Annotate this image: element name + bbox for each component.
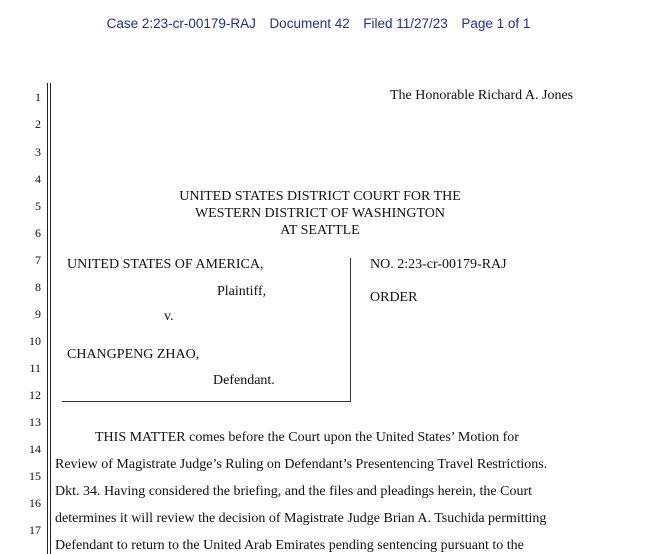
filed-date: Filed 11/27/23 — [363, 16, 448, 31]
case-number: NO. 2:23-cr-00179-RAJ — [370, 257, 507, 272]
line-number: 13 — [29, 415, 41, 429]
left-margin-rule-inner — [50, 83, 51, 554]
body-line: THIS MATTER comes before the Court upon the United States’ Motion for — [95, 430, 519, 445]
line-number: 2 — [35, 117, 41, 131]
line-number: 8 — [35, 280, 41, 294]
court-name-line2: WESTERN DISTRICT OF WASHINGTON — [194, 206, 446, 221]
page-indicator: Page 1 of 1 — [461, 16, 531, 31]
left-margin-rule-outer — [47, 83, 48, 554]
line-number: 9 — [35, 307, 41, 321]
body-line: Dkt. 34. Having considered the briefing, and the files and pleadings herein, the Court — [55, 484, 533, 499]
case-number-header: Case 2:23-cr-00179-RAJ — [106, 16, 256, 31]
line-number: 4 — [35, 172, 41, 186]
defendant-name: CHANGPENG ZHAO, — [67, 347, 200, 362]
plaintiff-role: Plaintiff, — [217, 284, 267, 299]
caption-divider-vertical — [350, 258, 351, 402]
line-number: 7 — [35, 253, 41, 267]
body-line: Defendant to return to the United Arab Emirates pending sentencing pursuant to the — [55, 538, 524, 553]
plaintiff-name: UNITED STATES OF AMERICA, — [67, 257, 264, 272]
line-number: 16 — [29, 496, 41, 510]
line-number: 15 — [29, 469, 41, 483]
line-number: 6 — [35, 226, 41, 240]
line-number: 5 — [35, 199, 41, 213]
document-number: Document 42 — [269, 16, 350, 31]
versus-label: v. — [164, 309, 174, 324]
body-line: determines it will review the decision of Magistrate Judge Brian A. Tsuchida permitting — [55, 511, 547, 526]
defendant-role: Defendant. — [213, 373, 275, 388]
line-number: 12 — [29, 388, 41, 402]
line-number: 1 — [35, 90, 41, 104]
body-line: Review of Magistrate Judge’s Ruling on Defendant’s Presentencing Travel Restrictions. — [55, 457, 548, 472]
line-number: 14 — [29, 442, 41, 456]
document-title: ORDER — [370, 290, 418, 305]
line-number: 11 — [29, 361, 41, 375]
judge-name: The Honorable Richard A. Jones — [390, 88, 574, 103]
line-number: 10 — [29, 334, 41, 348]
court-location: AT SEATTLE — [280, 223, 360, 238]
line-number: 3 — [35, 145, 41, 159]
filing-header — [0, 16, 637, 31]
caption-divider-horizontal — [62, 401, 351, 402]
line-number: 17 — [29, 523, 41, 537]
court-name-line1: UNITED STATES DISTRICT COURT FOR THE — [179, 189, 461, 204]
